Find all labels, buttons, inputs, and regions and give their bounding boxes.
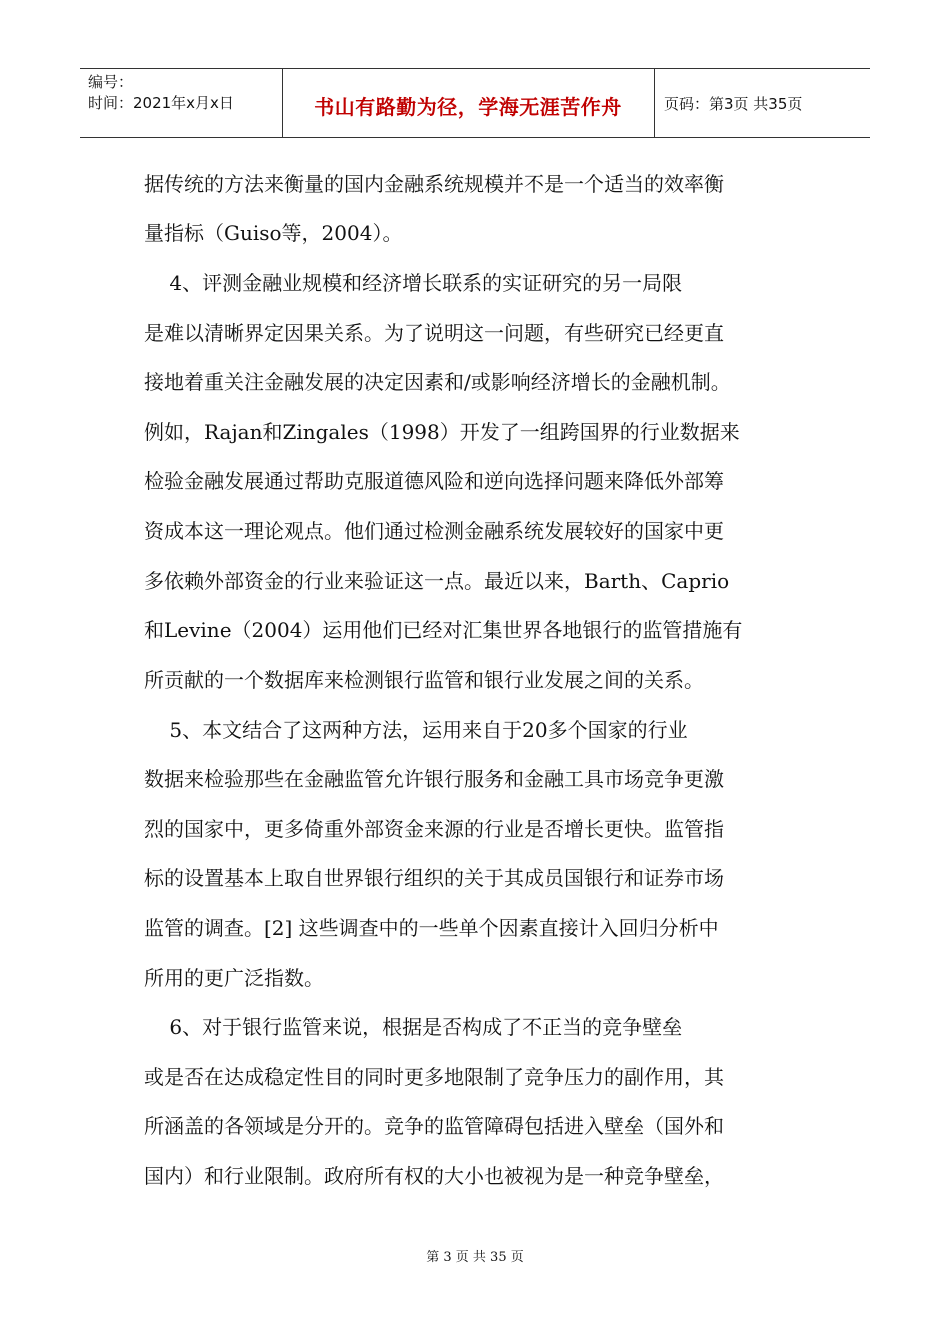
body-line: 检验金融发展通过帮助克服道德风险和逆向选择问题来降低外部筹 xyxy=(144,469,724,493)
body-line: 或是否在达成稳定性目的同时更多地限制了竞争压力的副作用，其 xyxy=(144,1065,724,1089)
body-line: 和Levine（2004）运用他们已经对汇集世界各地银行的监管措施有 xyxy=(144,618,743,642)
header-left-cell xyxy=(80,69,283,137)
body-line: 数据来检验那些在金融监管允许银行服务和金融工具市场竞争更激 xyxy=(144,767,724,791)
body-line: 是难以清晰界定因果关系。为了说明这一问题，有些研究已经更直 xyxy=(144,321,724,345)
document-time-label: 时间：2021年x月x日 xyxy=(88,94,234,112)
body-line: 所贡献的一个数据库来检测银行监管和银行业发展之间的关系。 xyxy=(144,668,704,692)
body-line: 量指标（Guiso等，2004）。 xyxy=(144,221,403,245)
body-line: 6、对于银行监管来说，根据是否构成了不正当的竞争壁垒 xyxy=(144,1015,683,1039)
header-motto: 书山有路勤为径，学海无涯苦作舟 xyxy=(314,95,622,119)
body-line: 烈的国家中，更多倚重外部资金来源的行业是否增长更快。监管指 xyxy=(144,817,724,841)
page-header xyxy=(80,68,870,138)
body-line: 接地着重关注金融发展的决定因素和/或影响经济增长的金融机制。 xyxy=(144,370,731,394)
document-number-label: 编号： xyxy=(88,73,134,91)
header-right-cell xyxy=(654,69,870,137)
header-page-info: 页码：第3页 共35页 xyxy=(664,95,803,113)
body-line: 多依赖外部资金的行业来验证这一点。最近以来，Barth、Caprio xyxy=(144,569,730,593)
body-line: 据传统的方法来衡量的国内金融系统规模并不是一个适当的效率衡 xyxy=(144,172,724,196)
body-line: 4、评测金融业规模和经济增长联系的实证研究的另一局限 xyxy=(144,271,683,295)
page-footer: 第 3 页 共 35 页 xyxy=(426,1250,524,1265)
body-line: 所用的更广泛指数。 xyxy=(144,966,324,990)
body-line: 例如，Rajan和Zingales（1998）开发了一组跨国界的行业数据来 xyxy=(144,420,740,444)
body-line: 国内）和行业限制。政府所有权的大小也被视为是一种竞争壁垒， xyxy=(144,1164,724,1188)
body-line: 所涵盖的各领域是分开的。竞争的监管障碍包括进入壁垒（国外和 xyxy=(144,1114,724,1138)
body-line: 资成本这一理论观点。他们通过检测金融系统发展较好的国家中更 xyxy=(144,519,724,543)
body-line: 标的设置基本上取自世界银行组织的关于其成员国银行和证券市场 xyxy=(144,866,724,890)
header-middle-cell xyxy=(282,69,655,137)
body-line: 监管的调查。[2] 这些调查中的一些单个因素直接计入回归分析中 xyxy=(144,916,719,940)
body-line: 5、本文结合了这两种方法，运用来自于20多个国家的行业 xyxy=(144,718,688,742)
